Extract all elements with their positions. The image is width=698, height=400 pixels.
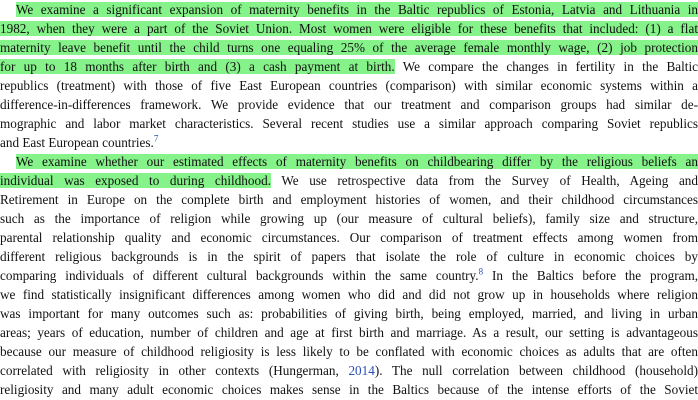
highlight: 1982, when they were a part of the Soviet Union. Most women were eligible for these benefits that included: (1) a flat — [0, 21, 698, 36]
text-line: areas; years of education, number of children and age at first birth and marriage. As a result, our setting is advantageous — [0, 325, 698, 340]
text-line: was important for many outcomes such as: probabilities of giving birth, being employed, married, and living in urban — [0, 306, 698, 321]
text-line: parental relationship quality and economic circumstances. Our comparison of treatment effects among women from — [0, 230, 698, 245]
text-line — [0, 19, 698, 38]
text-span: We use retrospective data from the Survey of Health, Ageing and — [270, 173, 698, 188]
highlight: for up to 18 months after birth and (3) a cash payment at birth. — [0, 59, 395, 74]
text-line — [0, 0, 698, 19]
text-line — [0, 152, 698, 171]
text-line: we find statistically insignificant differences among women who did and did not grow up in households where religion — [0, 287, 698, 302]
highlight: We examine whether our estimated effects of maternity benefits on childbearing differ by the religious beliefs an — [16, 154, 698, 169]
footnote-marker[interactable]: 7 — [153, 133, 159, 144]
text-line: republics (treatment) with those of five East European countries (comparison) with similar economic systems within a — [0, 78, 698, 93]
text-line: because our measure of childhood religiosity is less likely to be conflated with economic choices as adults that are often — [0, 344, 698, 359]
text-line: mographic and labor market characteristics. Several recent studies use a similar approach comparing Soviet republics — [0, 116, 698, 131]
footnote-marker[interactable]: 8 — [478, 266, 484, 277]
highlight: We examine a significant expansion of maternity benefits in the Baltic republics of Estonia, Latvia and Lithuania in — [16, 2, 698, 17]
text-line: such as the importance of religion while growing up (our measure of cultural beliefs), family size and structure, — [0, 211, 698, 226]
citation-link[interactable]: 2014 — [348, 363, 375, 378]
text-line — [0, 361, 698, 380]
text-line — [0, 133, 698, 152]
text-line — [0, 171, 698, 190]
text-span: comparing individuals of different cultural backgrounds within the same country. — [0, 268, 479, 283]
text-span: We compare the changes in fertility in the Baltic — [394, 59, 698, 74]
text-span: ). The null correlation between childhood (household) — [374, 363, 698, 378]
text-line — [0, 38, 698, 57]
text-line: Retirement in Europe on the complete birth and employment histories of women, and their childhood circumstances — [0, 192, 698, 207]
text-span: correlated with religiosity in other contexts (Hungerman, — [0, 363, 349, 378]
text-span: and East European countries. — [0, 135, 154, 150]
text-span: In the Baltics before the program, — [483, 268, 698, 283]
highlight: individual was exposed to during childhood. — [0, 173, 271, 188]
text-line: religiosity and many adult economic choices makes sense in the Baltics because of the intense efforts of the Soviet — [0, 382, 698, 397]
text-line — [0, 57, 698, 76]
highlight: maternity leave benefit until the child turns one equaling 25% of the average female monthly wage, (2) job protection — [0, 40, 698, 55]
text-line: different religious backgrounds is in the spirit of papers that isolate the role of culture in economic choices by — [0, 249, 698, 264]
text-line — [0, 266, 698, 285]
text-line: difference-in-differences framework. We provide evidence that our treatment and comparison groups had similar de- — [0, 97, 698, 112]
